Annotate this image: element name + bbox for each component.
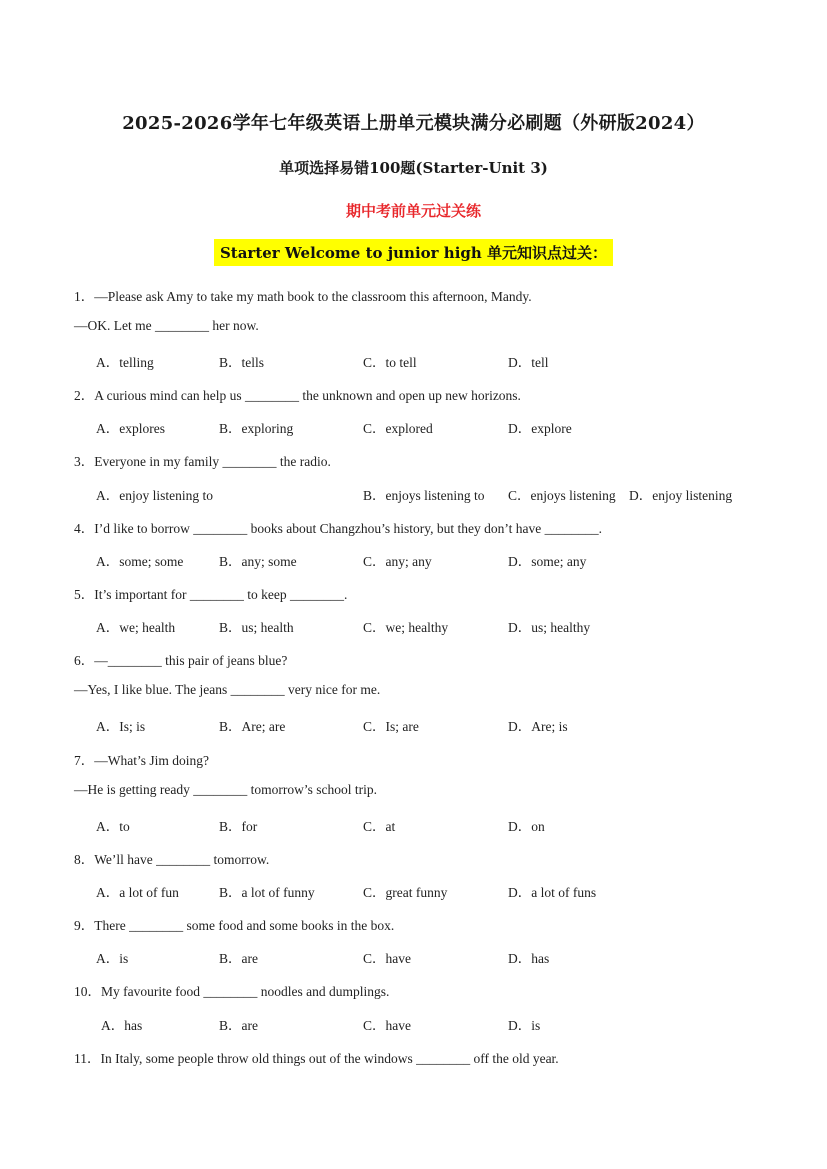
question-6-option-c: C．Is; are [363, 719, 419, 734]
question-7-stem: 7．—What’s Jim doing? [74, 753, 209, 768]
document-subtitle: 单项选择易错100题(Starter-Unit 3) [279, 159, 548, 177]
question-8-option-d: D．a lot of funs [508, 885, 597, 900]
question-7-line-2: —He is getting ready ________ tomorrow’s school trip. [74, 782, 377, 797]
question-1-option-a: A．telling [96, 355, 154, 370]
question-4-option-b: B．any; some [219, 554, 297, 569]
question-2-option-b: B．exploring [219, 421, 294, 436]
question-4-option-d: D．some; any [508, 554, 587, 569]
question-6-option-a: A．Is; is [96, 719, 146, 734]
question-11-stem: 11．In Italy, some people throw old things out of the windows ________ off the old year. [74, 1051, 559, 1066]
question-6-option-d: D．Are; is [508, 719, 568, 734]
unit-banner [0, 239, 827, 266]
unit-banner-text: Starter Welcome to junior high 单元知识点过关： [214, 239, 613, 266]
question-7-option-c: C．at [363, 819, 396, 834]
question-5-option-d: D．us; healthy [508, 620, 591, 635]
question-1-line-2: —OK. Let me ________ her now. [74, 318, 259, 333]
document-title: 2025-2026学年七年级英语上册单元模块满分必刷题（外研版2024） [122, 113, 705, 134]
question-7-option-b: B．for [219, 819, 258, 834]
question-10-option-c: C．have [363, 1018, 411, 1033]
question-4-stem: 4．I’d like to borrow ________ books about Changzhou’s history, but they don’t have ________. [74, 521, 602, 536]
question-1-option-d: D．tell [508, 355, 549, 370]
question-3-option-b: B．enjoys listening to [363, 488, 485, 503]
question-10-option-a: A．has [101, 1018, 143, 1033]
question-1-option-c: C．to tell [363, 355, 417, 370]
question-5-option-b: B．us; health [219, 620, 294, 635]
question-9-option-a: A．is [96, 951, 129, 966]
question-10-stem: 10．My favourite food ________ noodles and dumplings. [74, 984, 390, 999]
question-3-option-c: C．enjoys listening [508, 488, 616, 503]
question-2-stem: 2．A curious mind can help us ________ the unknown and open up new horizons. [74, 388, 521, 403]
question-2-option-d: D．explore [508, 421, 572, 436]
question-9-option-d: D．has [508, 951, 550, 966]
question-3-stem: 3．Everyone in my family ________ the radio. [74, 454, 331, 469]
question-8-stem: 8．We’ll have ________ tomorrow. [74, 852, 270, 867]
question-1-option-b: B．tells [219, 355, 265, 370]
question-10-option-d: D．is [508, 1018, 541, 1033]
question-9-stem: 9．There ________ some food and some books in the box. [74, 918, 395, 933]
question-6-stem: 6．—________ this pair of jeans blue? [74, 653, 288, 668]
section-heading: 期中考前单元过关练 [345, 202, 481, 220]
question-8-option-b: B．a lot of funny [219, 885, 315, 900]
question-9-option-b: B．are [219, 951, 258, 966]
question-9-option-c: C．have [363, 951, 411, 966]
question-8-option-c: C．great funny [363, 885, 448, 900]
question-5-option-c: C．we; healthy [363, 620, 449, 635]
question-7-option-d: D．on [508, 819, 545, 834]
question-8-option-a: A．a lot of fun [96, 885, 179, 900]
question-3-option-d: D．enjoy listening [629, 488, 733, 503]
question-4-option-a: A．some; some [96, 554, 184, 569]
question-1-stem: 1．—Please ask Amy to take my math book to the classroom this afternoon, Mandy. [74, 289, 532, 304]
question-5-stem: 5．It’s important for ________ to keep ________. [74, 587, 348, 602]
question-2-option-a: A．explores [96, 421, 165, 436]
question-2-option-c: C．explored [363, 421, 433, 436]
question-6-option-b: B．Are; are [219, 719, 286, 734]
question-7-option-a: A．to [96, 819, 130, 834]
question-3-option-a: A．enjoy listening to [96, 488, 213, 503]
question-10-option-b: B．are [219, 1018, 258, 1033]
question-6-line-2: —Yes, I like blue. The jeans ________ very nice for me. [74, 682, 381, 697]
question-4-option-c: C．any; any [363, 554, 432, 569]
question-5-option-a: A．we; health [96, 620, 176, 635]
